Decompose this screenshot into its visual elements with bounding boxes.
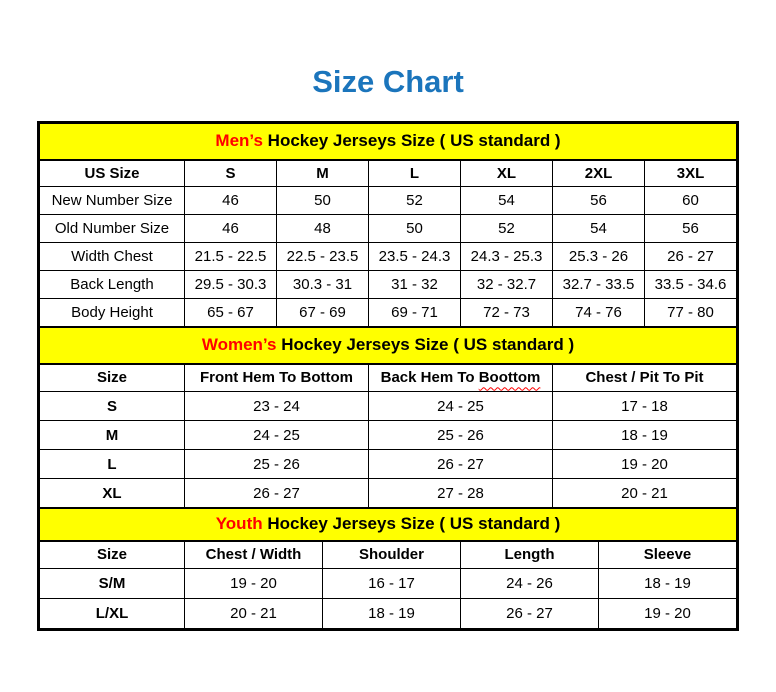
size-value-cell: 56 [645, 215, 737, 243]
womens-header-row [40, 364, 737, 392]
table-row [40, 599, 737, 629]
size-value-cell: 24 - 25 [369, 392, 553, 421]
size-value-cell: 31 - 32 [369, 271, 461, 299]
column-header: Size [40, 364, 185, 392]
size-value-cell: 56 [553, 187, 645, 215]
size-value-cell: 77 - 80 [645, 299, 737, 327]
column-header: S [185, 160, 277, 187]
size-value-cell: 30.3 - 31 [277, 271, 369, 299]
size-value-cell: 23 - 24 [185, 392, 369, 421]
womens-section-caption [40, 328, 737, 364]
size-value-cell: 21.5 - 22.5 [185, 243, 277, 271]
table-row [40, 569, 737, 599]
column-header-text: Back Hem To [380, 369, 479, 387]
page-title: Size Chart [312, 64, 464, 99]
size-value-cell: 24.3 - 25.3 [461, 243, 553, 271]
size-value-cell: 26 - 27 [645, 243, 737, 271]
youth-caption-row [40, 509, 737, 541]
size-value-cell: 19 - 20 [553, 450, 737, 479]
size-value-cell: 26 - 27 [369, 450, 553, 479]
row-label: S [40, 392, 185, 421]
size-value-cell: 25 - 26 [185, 450, 369, 479]
size-value-cell: 46 [185, 187, 277, 215]
youth-caption-highlight: Youth [215, 514, 263, 534]
row-label: Width Chest [40, 243, 185, 271]
column-header: Sleeve [599, 541, 737, 569]
womens-size-table [39, 327, 737, 508]
column-header: Length [461, 541, 599, 569]
row-label: Back Length [40, 271, 185, 299]
table-row [40, 271, 737, 299]
table-row [40, 215, 737, 243]
youth-section-caption [40, 509, 737, 541]
size-value-cell: 20 - 21 [185, 599, 323, 629]
size-value-cell: 33.5 - 34.6 [645, 271, 737, 299]
mens-section-caption [40, 124, 737, 160]
size-value-cell: 23.5 - 24.3 [369, 243, 461, 271]
size-value-cell: 46 [185, 215, 277, 243]
mens-header-row [40, 160, 737, 187]
size-value-cell: 54 [461, 187, 553, 215]
size-value-cell: 26 - 27 [185, 479, 369, 508]
column-header: Front Hem To Bottom [185, 364, 369, 392]
table-row [40, 421, 737, 450]
size-value-cell: 18 - 19 [599, 569, 737, 599]
column-header [369, 364, 553, 392]
womens-caption-rest: Hockey Jerseys Size ( US standard ) [276, 335, 575, 355]
size-value-cell: 50 [277, 187, 369, 215]
mens-size-table [39, 123, 737, 327]
size-value-cell: 48 [277, 215, 369, 243]
row-label: L/XL [40, 599, 185, 629]
size-value-cell: 32.7 - 33.5 [553, 271, 645, 299]
column-header: Chest / Pit To Pit [553, 364, 737, 392]
table-row [40, 392, 737, 421]
youth-header-row [40, 541, 737, 569]
mens-caption-highlight: Men’s [215, 131, 263, 151]
row-label: Body Height [40, 299, 185, 327]
size-value-cell: 16 - 17 [323, 569, 461, 599]
size-value-cell: 22.5 - 23.5 [277, 243, 369, 271]
size-value-cell: 18 - 19 [553, 421, 737, 450]
column-header: Shoulder [323, 541, 461, 569]
size-value-cell: 32 - 32.7 [461, 271, 553, 299]
column-header: Chest / Width [185, 541, 323, 569]
size-value-cell: 60 [645, 187, 737, 215]
column-header: Size [40, 541, 185, 569]
size-value-cell: 27 - 28 [369, 479, 553, 508]
mens-caption-rest: Hockey Jerseys Size ( US standard ) [262, 131, 561, 151]
size-value-cell: 24 - 25 [185, 421, 369, 450]
column-header: US Size [40, 160, 185, 187]
size-value-cell: 52 [461, 215, 553, 243]
table-row [40, 243, 737, 271]
table-row [40, 299, 737, 327]
size-value-cell: 67 - 69 [277, 299, 369, 327]
mens-caption-row [40, 124, 737, 160]
size-chart-tables [37, 121, 739, 631]
column-header: XL [461, 160, 553, 187]
table-row [40, 187, 737, 215]
table-row [40, 450, 737, 479]
size-value-cell: 50 [369, 215, 461, 243]
size-value-cell: 25 - 26 [369, 421, 553, 450]
size-value-cell: 52 [369, 187, 461, 215]
size-value-cell: 54 [553, 215, 645, 243]
row-label: M [40, 421, 185, 450]
youth-caption-rest: Hockey Jerseys Size ( US standard ) [262, 514, 561, 534]
row-label: Old Number Size [40, 215, 185, 243]
size-value-cell: 25.3 - 26 [553, 243, 645, 271]
size-value-cell: 69 - 71 [369, 299, 461, 327]
size-value-cell: 19 - 20 [599, 599, 737, 629]
youth-size-table [39, 508, 737, 629]
size-value-cell: 17 - 18 [553, 392, 737, 421]
column-header: 2XL [553, 160, 645, 187]
size-value-cell: 24 - 26 [461, 569, 599, 599]
womens-caption-highlight: Women’s [201, 335, 277, 355]
size-value-cell: 18 - 19 [323, 599, 461, 629]
size-value-cell: 74 - 76 [553, 299, 645, 327]
size-value-cell: 26 - 27 [461, 599, 599, 629]
size-value-cell: 65 - 67 [185, 299, 277, 327]
row-label: S/M [40, 569, 185, 599]
size-value-cell: 72 - 73 [461, 299, 553, 327]
table-row [40, 479, 737, 508]
womens-caption-row [40, 328, 737, 364]
column-header: 3XL [645, 160, 737, 187]
misspelled-word: Boottom [478, 369, 541, 387]
row-label: L [40, 450, 185, 479]
row-label: New Number Size [40, 187, 185, 215]
size-value-cell: 20 - 21 [553, 479, 737, 508]
column-header: M [277, 160, 369, 187]
column-header: L [369, 160, 461, 187]
row-label: XL [40, 479, 185, 508]
size-value-cell: 19 - 20 [185, 569, 323, 599]
size-value-cell: 29.5 - 30.3 [185, 271, 277, 299]
